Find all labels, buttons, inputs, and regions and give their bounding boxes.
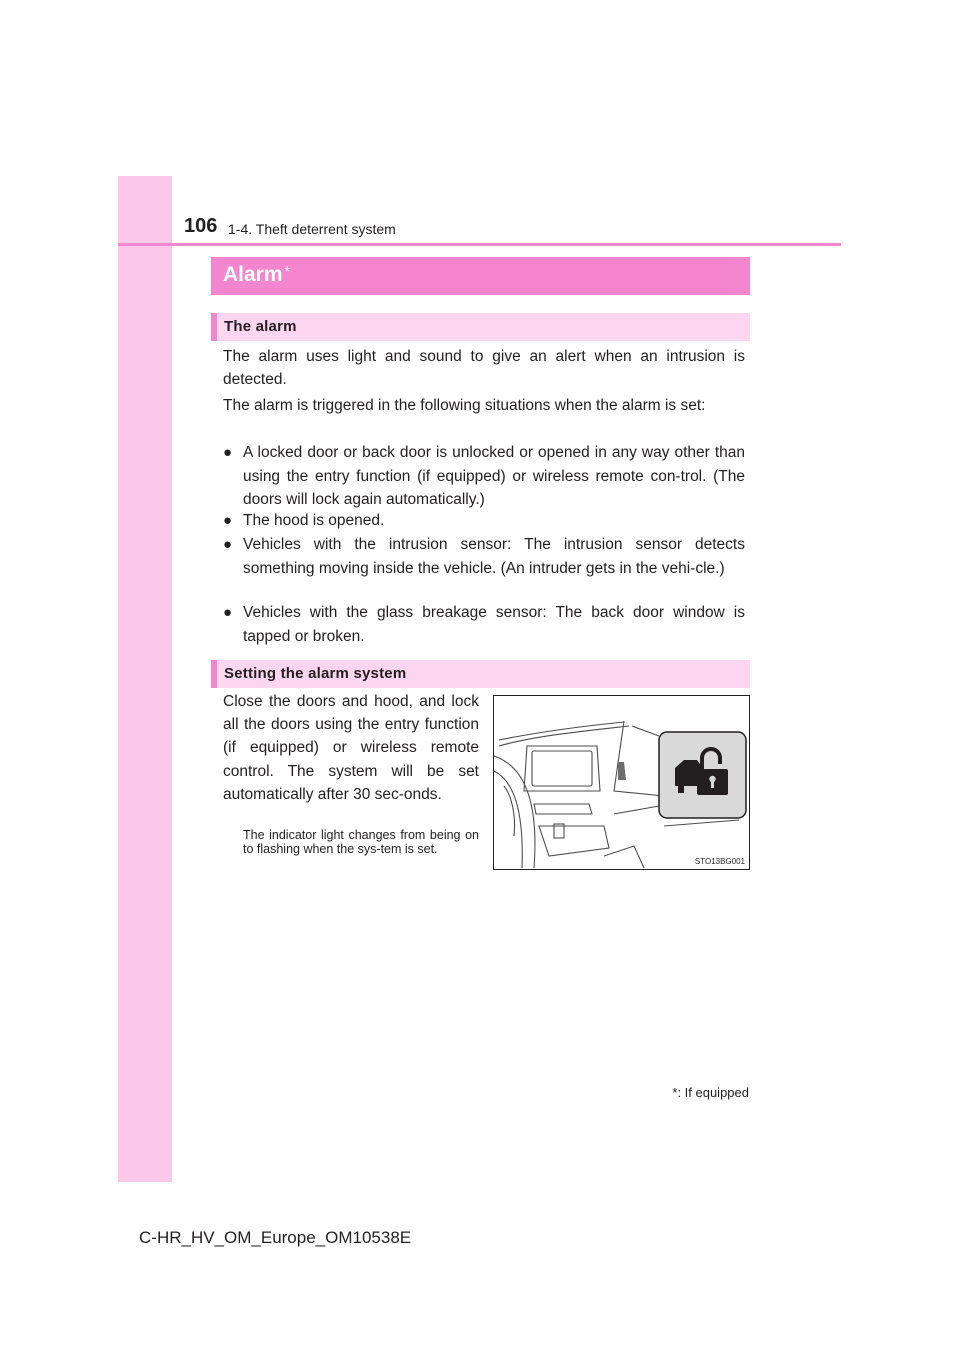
document-code: C-HR_HV_OM_Europe_OM10538E: [139, 1228, 412, 1247]
list-item-text: Vehicles with the intrusion sensor: The intrusion sensor detects something moving inside the vehicle. (An intruder gets in the vehi-cle.): [243, 536, 745, 577]
bullet-icon: ●: [223, 536, 233, 553]
indicator-light: [618, 762, 626, 780]
list-item-text: A locked door or back door is unlocked or opened in any way other than using the entry function (if equipped) or wireless remote con-trol. (The doors will lock again automatically.): [243, 444, 745, 508]
page-title-bar: [211, 257, 750, 295]
list-item-text: The hood is opened.: [243, 512, 385, 529]
page-title: Alarm: [223, 263, 283, 286]
list-item-text: Vehicles with the glass breakage sensor: The back door window is tapped or broken.: [243, 604, 745, 645]
footnote-marker: *: [672, 1085, 678, 1100]
running-header: 1-4. Theft deterrent system: [228, 221, 396, 237]
if-equipped-marker: *: [284, 263, 290, 279]
alarm-trigger-paragraph: The alarm is triggered in the following situations when the alarm is set:: [223, 397, 706, 414]
dashboard-drawing: [494, 696, 749, 869]
list-item: [223, 509, 745, 533]
security-lock-indicator-icon: [659, 732, 746, 818]
footnote: [672, 1085, 749, 1100]
side-tab-strip: [118, 176, 172, 1182]
list-item: [223, 601, 745, 648]
bullet-icon: ●: [223, 512, 233, 529]
header-rule: [118, 243, 841, 246]
alarm-intro-paragraph: The alarm uses light and sound to give an alert when an intrusion is detected.: [223, 348, 745, 388]
section-heading-alarm: The alarm: [211, 313, 750, 341]
page-number: 106: [184, 215, 218, 237]
setting-paragraph: Close the doors and hood, and lock all the doors using the entry function (if equipped) or wireless remote control. The system will be set automatically after 30 sec-onds.: [223, 693, 479, 803]
footnote-text: : If equipped: [677, 1085, 749, 1100]
section-heading-setting: Setting the alarm system: [211, 660, 750, 688]
bullet-icon: ●: [223, 604, 233, 621]
list-item: [223, 441, 745, 512]
setting-note: The indicator light changes from being on to flashing when the sys-tem is set.: [243, 828, 479, 856]
figure-code: STO13BG001: [694, 857, 745, 866]
bullet-icon: ●: [223, 444, 233, 461]
dashboard-illustration: [493, 695, 750, 870]
list-item: [223, 533, 745, 580]
